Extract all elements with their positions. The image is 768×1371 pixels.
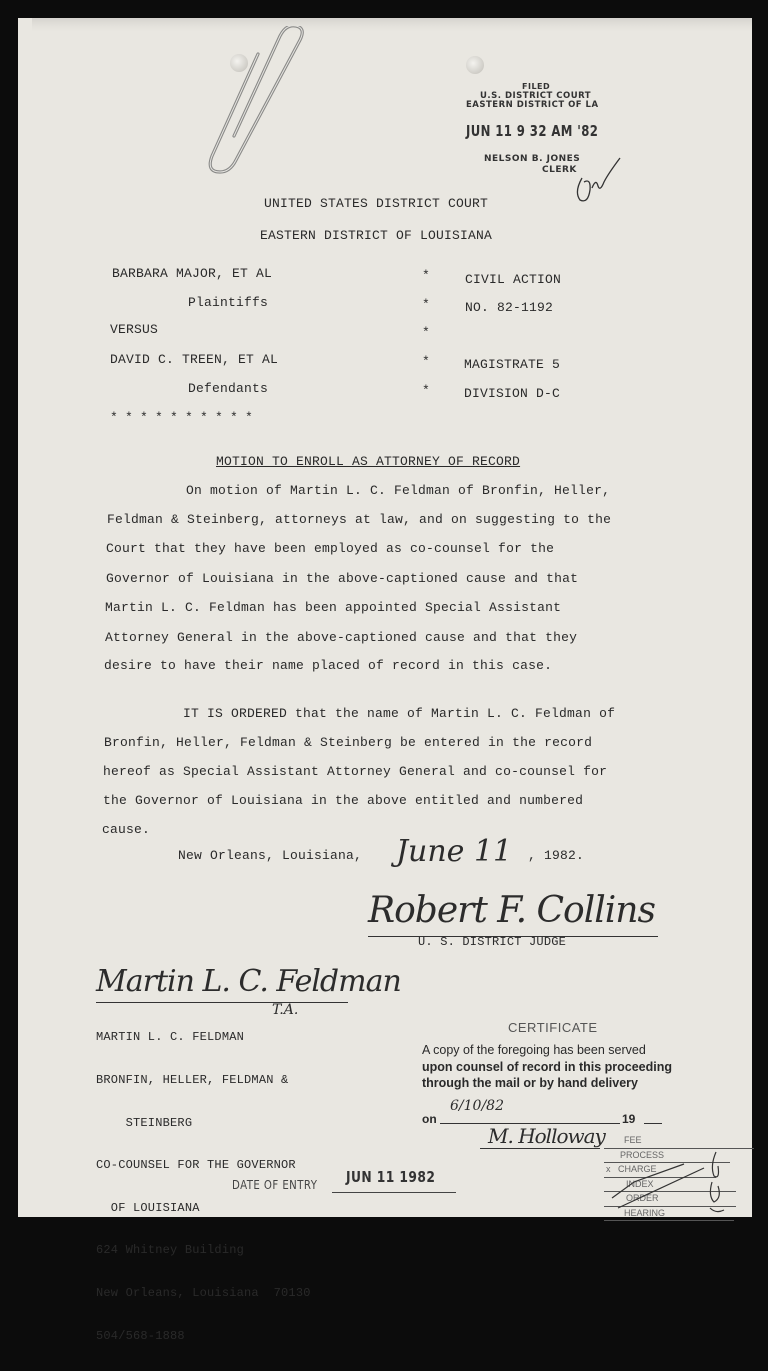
filed-stamp-clerk-title: CLERK [542,165,577,175]
checklist-item-charge: x CHARGE [604,1163,716,1178]
entry-label: DATE OF ENTRY [232,1178,318,1192]
attorney-line: New Orleans, Louisiana 70130 [96,1286,311,1301]
magistrate-label: MAGISTRATE 5 [464,357,561,372]
paper-clip-icon [200,26,310,176]
document-page [18,18,752,1343]
attorney-signature: Martin L. C. Feldman [96,964,401,999]
checklist-item-order: ORDER [604,1192,736,1207]
judge-signature: Robert F. Collins [368,890,655,931]
body-line: On motion of Martin L. C. Feldman of Bronfin, Heller, [186,483,611,498]
certificate-signature: M. Holloway [488,1124,605,1148]
defendant-role: Defendants [188,381,269,396]
clerk-initials-signature [574,148,624,204]
handwritten-date: June 11 [396,834,513,869]
case-number: NO. 82-1192 [465,300,554,315]
body-line: Governor of Louisiana in the above-captioned cause and that [106,571,579,586]
trial-attorney-annotation: T.A. [272,1002,299,1018]
certificate-heading: CERTIFICATE [508,1020,598,1035]
certificate-text [422,1042,672,1092]
certificate-date: 6/10/82 [450,1098,504,1114]
checklist-item-hearing: HEARING [604,1207,734,1222]
filed-stamp-clerk-name: NELSON B. JONES [484,154,581,164]
caption-star: * [422,325,431,340]
punch-hole [230,54,248,72]
certificate-year-line [644,1123,662,1124]
attorney-line: 624 Whitney Building [96,1243,245,1258]
attorney-line: CO-COUNSEL FOR THE GOVERNOR [96,1158,296,1173]
body-line: desire to have their name placed of record in this case. [104,658,553,673]
court-name: UNITED STATES DISTRICT COURT [264,196,489,211]
place-label: New Orleans, Louisiana, [178,848,363,863]
certificate-line: through the mail or by hand delivery [422,1076,639,1090]
plaintiff-name: BARBARA MAJOR, ET AL [112,266,273,281]
filed-stamp-date: JUN 11 9 32 AM '82 [466,122,599,140]
checklist-checkmarks [604,1146,744,1218]
certificate-signature-line [480,1148,600,1149]
versus-label: VERSUS [110,322,159,337]
entry-date: JUN 11 1982 [346,1168,436,1186]
document-title: MOTION TO ENROLL AS ATTORNEY OF RECORD [216,454,521,469]
attorney-line: MARTIN L. C. FELDMAN [96,1030,245,1045]
caption-star: * [422,297,431,312]
body-line: Feldman & Steinberg, attorneys at law, and on suggesting to the [107,512,612,527]
filed-stamp-district: EASTERN DISTRICT OF LA [466,100,599,110]
body-line: hereof as Special Assistant Attorney General and co-counsel for [103,764,608,779]
defendant-name: DAVID C. TREEN, ET AL [110,352,279,367]
page-top-fold [32,18,752,32]
certificate-line: A copy of the foregoing has been served [422,1043,646,1057]
certificate-year-label: 19 [622,1112,636,1126]
filed-stamp-label: FILED [522,82,551,91]
attorney-line: BRONFIN, HELLER, FELDMAN & [96,1073,289,1088]
attorney-line: STEINBERG [96,1115,193,1130]
body-line: IT IS ORDERED that the name of Martin L. C. Feldman of [183,706,616,721]
plaintiff-role: Plaintiffs [188,295,269,310]
checklist-item-index: INDEX [604,1178,736,1193]
body-line: Court that they have been employed as co-counsel for the [106,541,555,556]
attorney-line: OF LOUISIANA [96,1200,200,1215]
division-label: DIVISION D-C [464,386,561,401]
certificate-on-label: on [422,1112,437,1126]
caption-star: * [422,268,431,283]
attorney-line: 504/568-1888 [96,1328,185,1343]
body-line: the Governor of Louisiana in the above entitled and numbered [103,793,584,808]
court-district: EASTERN DISTRICT OF LOUISIANA [260,228,493,243]
caption-star: * [422,354,431,369]
checklist-item-process: PROCESS [604,1149,730,1164]
filed-stamp-court: U.S. DISTRICT COURT [480,91,592,101]
body-line: cause. [102,822,151,837]
caption-star: * [422,383,431,398]
body-line: Martin L. C. Feldman has been appointed Special Assistant [105,600,562,615]
body-line: Bronfin, Heller, Feldman & Steinberg be entered in the record [104,735,593,750]
date-year: , 1982. [528,848,585,863]
entry-date-line [332,1192,456,1193]
civil-action-label: CIVIL ACTION [465,272,562,287]
checklist-item-fee: FEE [604,1134,754,1149]
punch-hole [466,56,484,74]
judge-title: U. S. DISTRICT JUDGE [418,935,567,949]
caption-separator: * * * * * * * * * * [110,410,254,425]
certificate-line: upon counsel of record in this proceeding [422,1059,673,1074]
body-line: Attorney General in the above-captioned cause and that they [105,630,578,645]
